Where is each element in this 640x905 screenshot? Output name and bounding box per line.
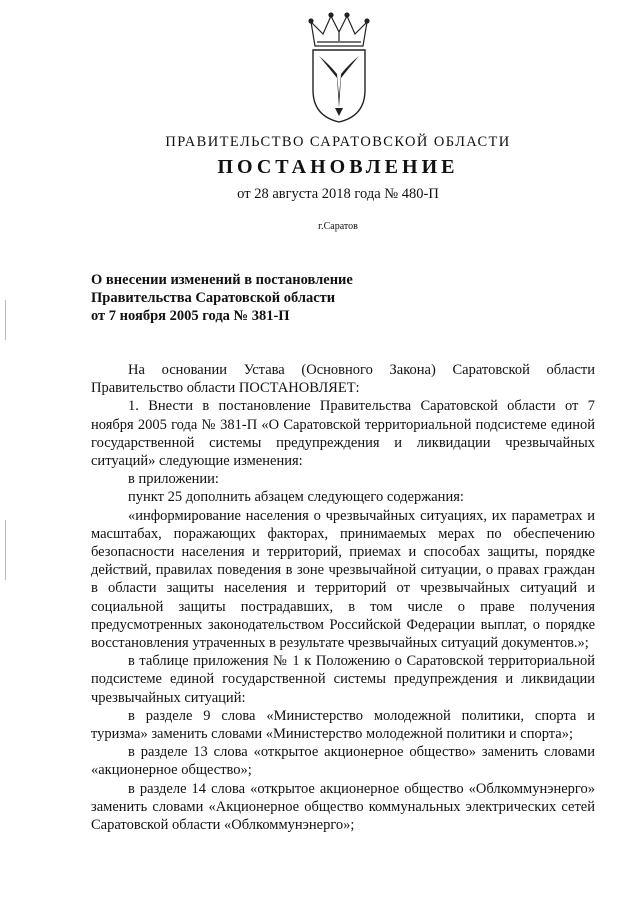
document-date-number: от 28 августа 2018 года № 480-П <box>237 186 439 202</box>
body-paragraph: пункт 25 дополнить абзацем следующего содержания: <box>128 489 464 506</box>
organization-name: ПРАВИТЕЛЬСТВО САРАТОВСКОЙ ОБЛАСТИ <box>165 134 511 150</box>
body-paragraph: в разделе 9 слова «Министерство молодежной политики, спорта и туризма» заменить словами «Министерство молодежной политики и спорта»; <box>91 707 595 743</box>
subject-line: Правительства Саратовской области <box>91 290 336 306</box>
body-paragraph: в разделе 14 слова «открытое акционерное общество «Облкоммунэнерго» заменить словами «Акционерное общество коммунальных электрических сетей Саратовской области «Облкоммунэнерго»; <box>91 780 595 834</box>
subject-line: от 7 ноября 2005 года № 381-П <box>91 308 290 324</box>
shield-icon <box>313 50 365 122</box>
body-paragraph-preamble: На основании Устава (Основного Закона) Саратовской области Правительство области ПОСТАНОВЛЯЕТ: <box>91 362 595 397</box>
scan-edge-mark-top <box>5 300 6 340</box>
body-paragraph: в приложении: <box>128 471 219 488</box>
document-subject <box>91 271 411 325</box>
body-paragraph: в разделе 13 слова «открытое акционерное общество» заменить словами «акционерное общество»; <box>91 744 595 779</box>
crown-icon <box>309 13 369 46</box>
scan-edge-mark-bottom <box>5 520 6 580</box>
document-body <box>91 361 595 834</box>
saratov-coat-of-arms-icon <box>307 12 371 124</box>
body-paragraph: в таблице приложения № 1 к Положению о Саратовской территориальной подсистеме единой государственной системы предупреждения и ликвидации чрезвычайных ситуаций: <box>91 653 595 706</box>
body-paragraph-quote: «информирование населения о чрезвычайных ситуациях, их параметрах и масштабах, поражающих факторах, принимаемых мерах по обеспечению безопасности населения и территорий, приемах и способах защиты, порядке действий, правилах поведения в зоне чрезвычайной ситуации, о правах граждан в области защиты населения и территорий от чрезвычайных ситуаций и социальной защиты пострадавших, в том числе о праве получения предусмотренных законодательством Российской Федерации выплат, о порядке восстановления утраченных в результате чрезвычайных ситуаций документов.»; <box>91 507 595 652</box>
document-type-title: ПОСТАНОВЛЕНИЕ <box>217 156 459 178</box>
subject-line: О внесении изменений в постановление <box>91 272 353 288</box>
document-place: г.Саратов <box>318 221 358 232</box>
body-paragraph-item-1: 1. Внести в постановление Правительства Саратовской области от 7 ноября 2005 года № 381-П «О Саратовской территориальной подсистеме единой государственной системы предупреждения и ликвидации чрезвычайных ситуаций» следующие изменения: <box>91 398 595 470</box>
